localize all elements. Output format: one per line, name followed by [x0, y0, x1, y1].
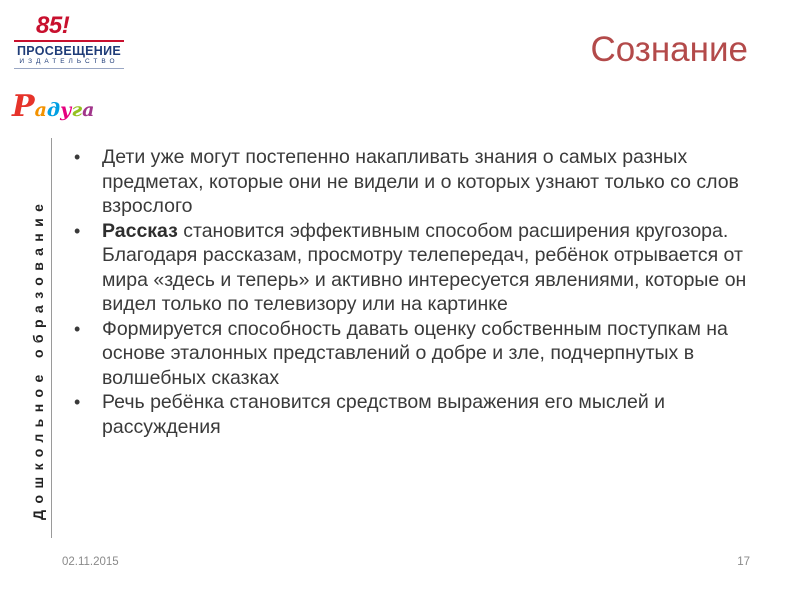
bullet-list — [74, 145, 764, 439]
bullet-text: Речь ребёнка становится средством выражения его мыслей и рассуждения — [102, 391, 666, 438]
bullet-text: Дети уже могут постепенно накапливать знания о самых разных предметах, которые они не видели и о которых узнают только со слов взрослого — [102, 146, 739, 217]
raduga-letter: г — [71, 99, 83, 121]
logo-divider-top — [14, 40, 124, 42]
bullet-marker: • — [74, 220, 81, 241]
anniversary-logo: 85! — [36, 12, 70, 39]
sidebar-divider — [51, 138, 52, 538]
logo-divider-bottom — [14, 68, 124, 69]
publisher-subtitle: ИЗДАТЕЛЬСТВО — [19, 58, 119, 65]
raduga-series-logo — [10, 84, 95, 128]
bullet-marker: • — [74, 147, 81, 167]
footer-date: 02.11.2015 — [62, 556, 119, 568]
bullet-text: становится эффективным способом расширения кругозора. Благодаря рассказам, просмотру телепередач, ребёнок отрывается от мира «здесь и теперь» и активно интересуется явлениями, которые он видел только по телевизору или на картинке — [102, 219, 747, 315]
bullet-text: Формируется способность давать оценку собственным поступкам на основе эталонных представлений о добре и зле, подчерпнутых в волшебных сказках — [102, 317, 728, 389]
bullet-item — [74, 145, 764, 219]
raduga-letter: у — [60, 99, 72, 121]
bullet-item — [74, 219, 764, 317]
raduga-letter: д — [46, 99, 61, 121]
raduga-letter: Р — [12, 89, 35, 124]
publisher-logo-text: ПРОСВЕЩЕНИЕ — [17, 44, 121, 58]
svg-text:Радуга — [11, 89, 94, 124]
bullet-marker: • — [74, 318, 81, 339]
bullet-item — [74, 390, 764, 439]
raduga-letter: а — [82, 99, 95, 121]
slide-number: 17 — [737, 556, 750, 568]
sidebar-vertical-label: Дошкольное образование — [30, 197, 46, 520]
bullet-item — [74, 317, 764, 391]
slide-title: Сознание — [590, 30, 748, 69]
bullet-marker: • — [74, 392, 81, 412]
bullet-bold-lead: Рассказ — [102, 219, 178, 242]
raduga-letter: а — [34, 99, 47, 121]
